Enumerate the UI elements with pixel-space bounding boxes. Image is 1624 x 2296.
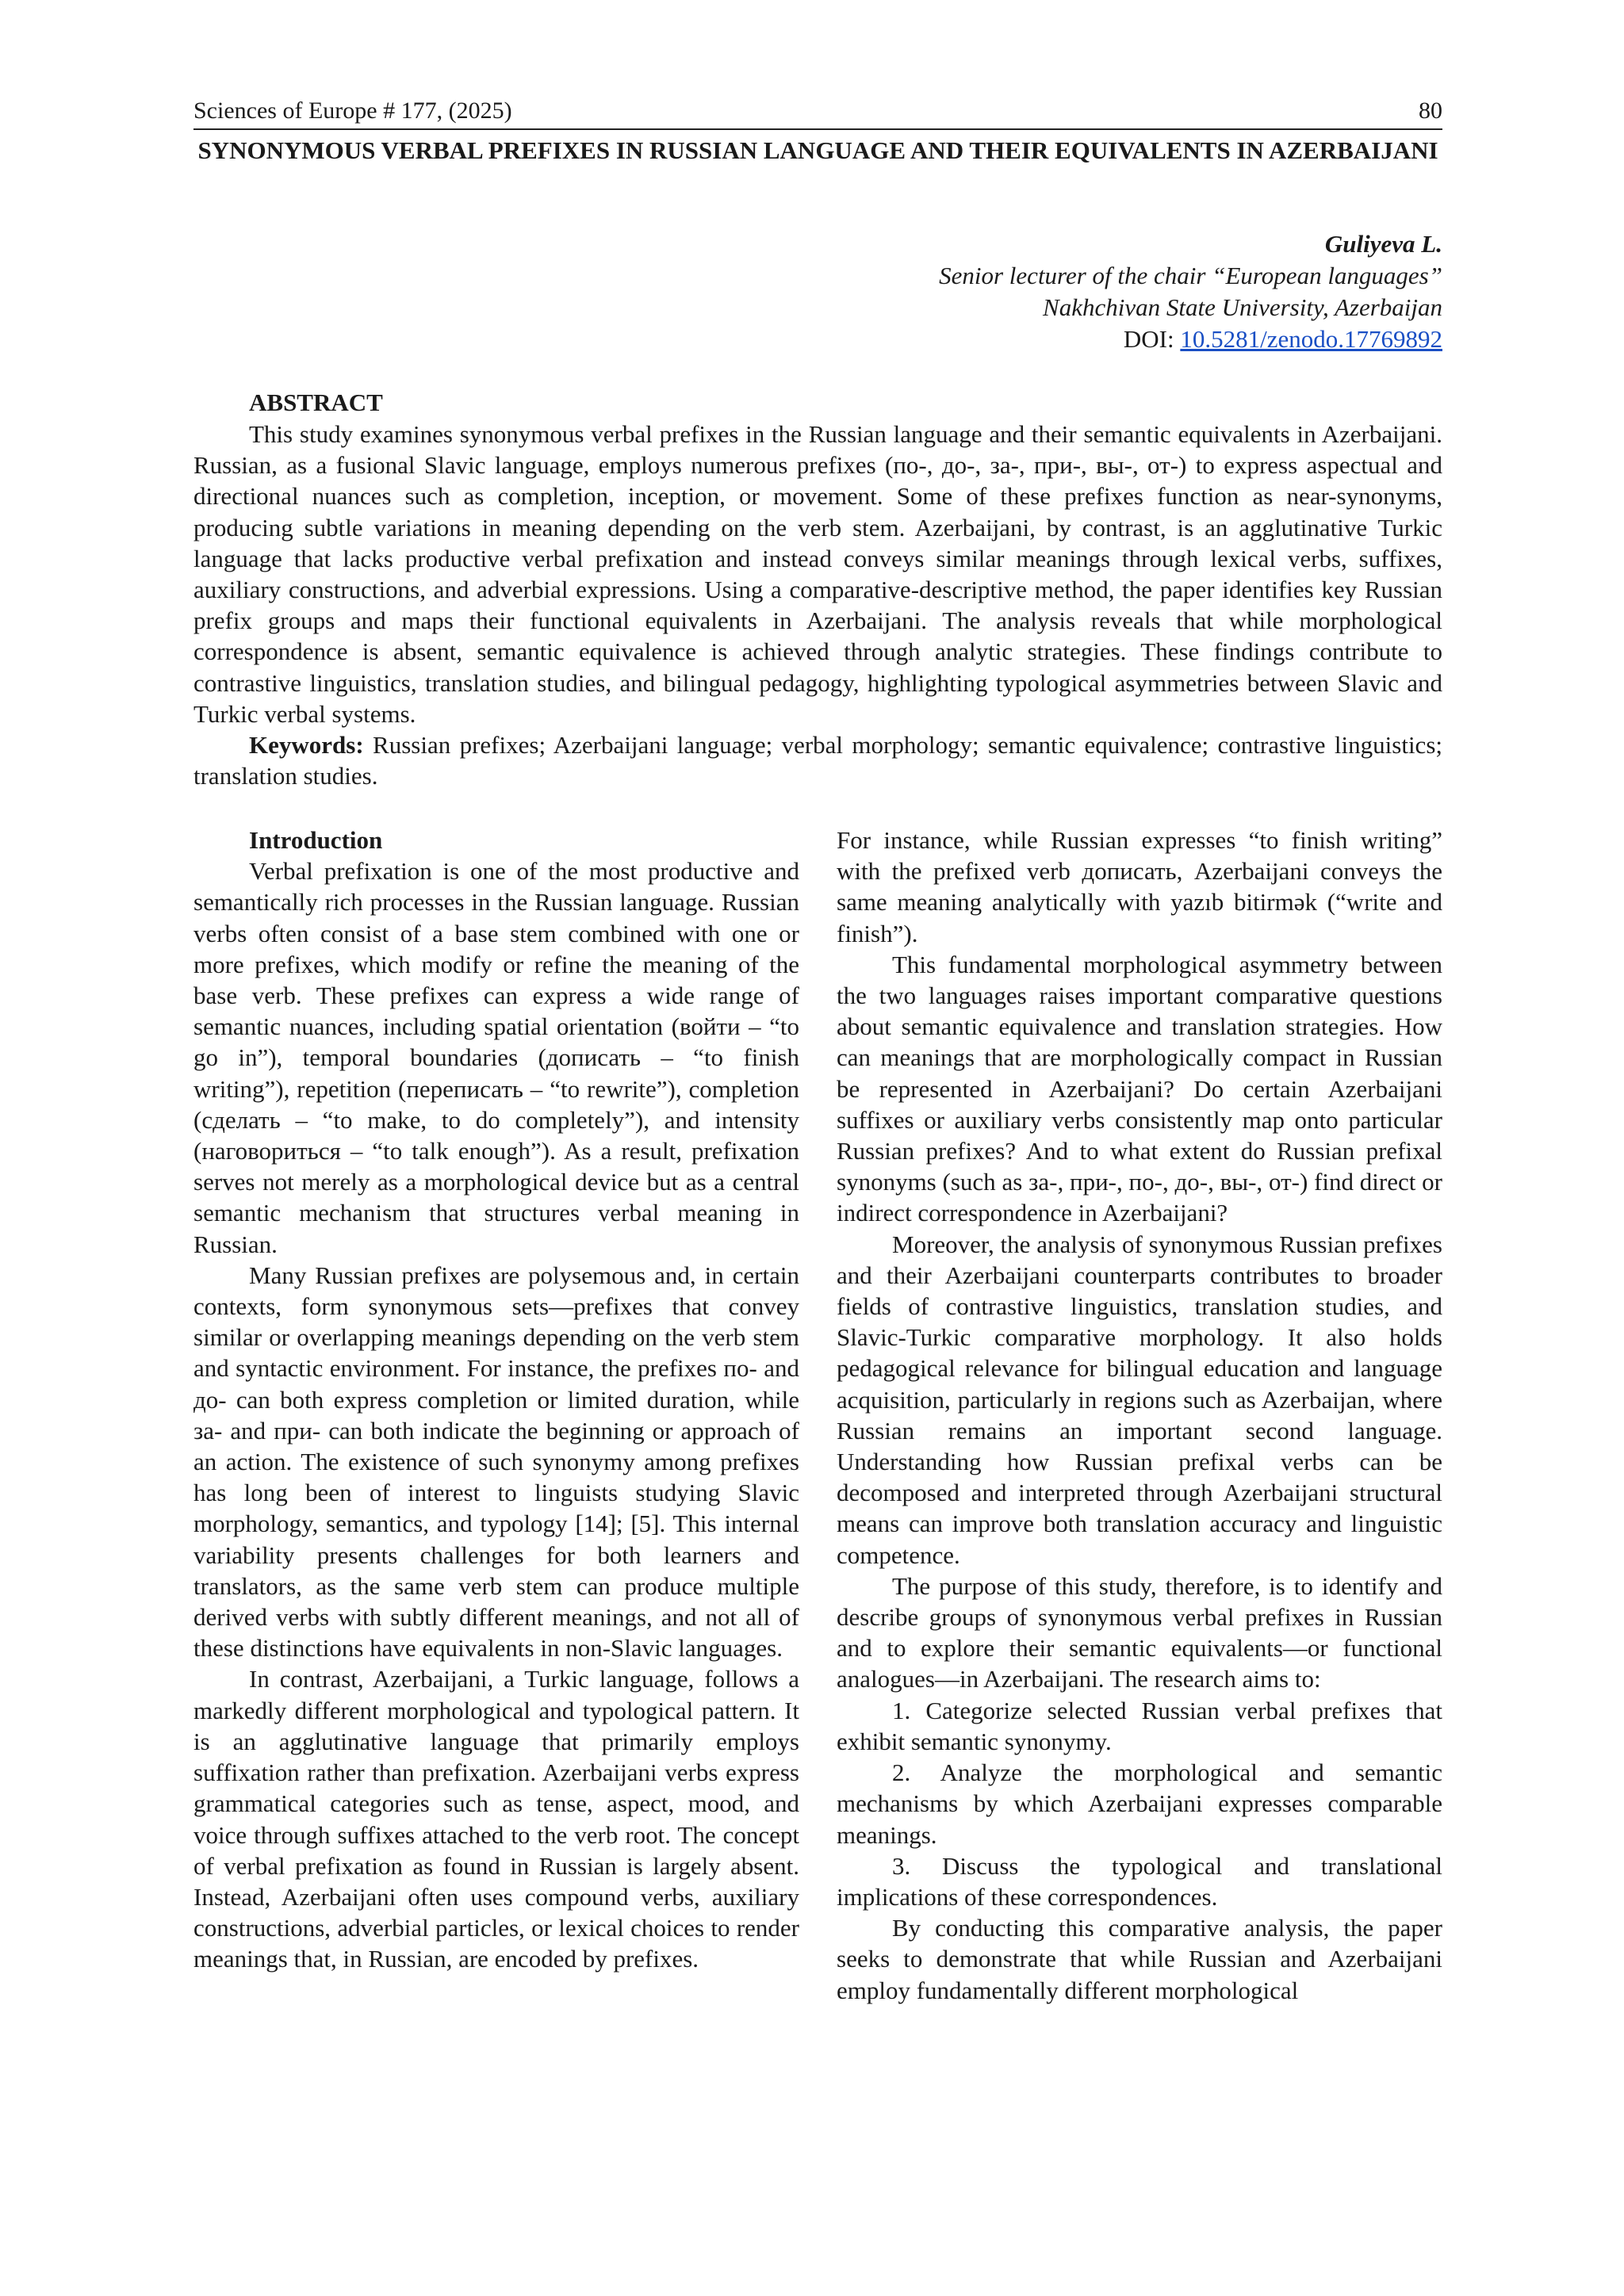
aim-list-item: 2. Analyze the morphological and semantic mechanisms by which Azerbaijani expresses comparable meanings.	[837, 1758, 1442, 1849]
body-columns	[193, 825, 1442, 2006]
author-name: Guliyeva L.	[1324, 230, 1442, 258]
body-paragraph: Moreover, the analysis of synonymous Russian prefixes and their Azerbaijani counterparts contributes to broader fields of contrastive linguistics, translation studies, and Slavic-Turkic comparative morphology. It also holds pedagogical relevance for bilingual education and language acquisition, particularly in regions such as Azerbaijan, where Russian remains an important second language. Understanding how Russian prefixal verbs can be decomposed and interpreted through Azerbaijani structural means can improve both translation accuracy and linguistic competence.	[837, 1230, 1442, 1569]
author-block	[491, 228, 1442, 355]
body-paragraph: This fundamental morphological asymmetry between the two languages raises important comparative questions about semantic equivalence and translation strategies. How can meanings that are morphologically compact in Russian be represented in Azerbaijani? Do certain Azerbaijani suffixes or auxiliary verbs consistently map onto particular Russian prefixes? And to what extent do Russian prefixal synonyms (such as за-, при-, по-, до-, вы-, от-) find direct or indirect correspondence in Azerbaijani?	[837, 950, 1442, 1227]
aim-list-item: 3. Discuss the typological and translational implications of these correspondences.	[837, 1851, 1442, 1911]
abstract-text: This study examines synonymous verbal prefixes in the Russian language and their semantic equivalents in Azerbaijani. Russian, as a fusional Slavic language, employs numerous prefixes (по-, до-, за-, при-, вы-, от-) to express aspectual and directional nuances such as completion, inception, or movement. Some of these prefixes function as near-synonyms, producing subtle variations in meaning depending on the verb stem. Azerbaijani, by contrast, is an agglutinative Turkic language that lacks productive verbal prefixation and instead conveys similar meanings through lexical verbs, suffixes, auxiliary constructions, and adverbial expressions. Using a comparative-descriptive method, the paper identifies key Russian prefix groups and maps their functional equivalents in Azerbaijani. The analysis reveals that while morphological correspondence is absent, semantic equivalence is achieved through analytic strategies. These findings contribute to contrastive linguistics, translation studies, and bilingual pedagogy, highlighting typological asymmetries between Slavic and Turkic verbal systems.	[193, 420, 1442, 728]
keywords-paragraph	[193, 729, 1442, 791]
body-paragraph: Verbal prefixation is one of the most productive and semantically rich processes in the Russian language. Russian verbs often consist of a base stem combined with one or more prefixes, which modify or refine the meaning of the base verb. These prefixes can express a wide range of semantic nuances, including spatial orientation (войти – “to go in”), temporal boundaries (дописать – “to finish writing”), repetition (переписать – “to rewrite”), completion (сделать – “to make, to do completely”), and intensity (наговориться – “to talk enough”). As a result, prefixation serves not merely as a morphological device but as a central semantic mechanism that structures verbal meaning in Russian.	[193, 857, 799, 1258]
body-paragraph: The purpose of this study, therefore, is to identify and describe groups of synonymous verbal prefixes in Russian and to explore their semantic equivalents—or functional analogues—in Azerbaijani. The research aims to:	[837, 1571, 1442, 1693]
doi-line	[491, 323, 1442, 355]
page-number: 80	[1419, 98, 1442, 124]
aim-list-item: 1. Categorize selected Russian verbal prefixes that exhibit semantic synonymy.	[837, 1696, 1442, 1755]
body-paragraph: Many Russian prefixes are polysemous and, in certain contexts, form synonymous sets—prefixes that convey similar or overlapping meanings depending on the verb stem and syntactic environment. For instance, the prefixes по- and до- can both express completion or limited duration, while за- and при- can both indicate the beginning or approach of an action. The existence of such synonymy among prefixes has long been of interest to linguists studying Slavic morphology, semantics, and typology [14]; [5]. This internal variability presents challenges for both learners and translators, as the same verb stem can produce multiple derived verbs with subtly different meanings, and not all of these distinctions have equivalents in non-Slavic languages.	[193, 1261, 799, 1663]
author-position: Senior lecturer of the chair “European languages”	[939, 262, 1442, 289]
author-affiliation: Nakhchivan State University, Azerbaijan	[1043, 293, 1442, 321]
running-head	[193, 95, 1442, 130]
keywords-text: Russian prefixes; Azerbaijani language; verbal morphology; semantic equivalence; contrastive linguistics; translation studies.	[193, 731, 1442, 790]
section-heading-introduction: Introduction	[249, 826, 383, 854]
journal-name: Sciences of Europe # 177, (2025)	[193, 98, 512, 124]
abstract-section	[193, 387, 1442, 791]
keywords-label: Keywords:	[249, 731, 364, 760]
paper-title: SYNONYMOUS VERBAL PREFIXES IN RUSSIAN LANGUAGE AND THEIR EQUIVALENTS IN AZERBAIJANI	[197, 136, 1438, 164]
body-paragraph: By conducting this comparative analysis, the paper seeks to demonstrate that while Russian and Azerbaijani employ fundamentally different morphological	[837, 1914, 1442, 2004]
doi-link[interactable]: 10.5281/zenodo.17769892	[1180, 325, 1442, 353]
doi-label: DOI:	[1123, 325, 1181, 353]
body-paragraph: For instance, while Russian expresses “to finish writing” with the prefixed verb дописать, Azerbaijani conveys the same meaning analytically with yazıb bitirmək (“write and finish”).	[837, 826, 1442, 947]
body-paragraph: In contrast, Azerbaijani, a Turkic language, follows a markedly different morphological and typological pattern. It is an agglutinative language that primarily employs suffixation rather than prefixation. Azerbaijani verbs express grammatical categories such as tense, aspect, mood, and voice through suffixes attached to the verb root. The concept of verbal prefixation as found in Russian is largely absent. Instead, Azerbaijani often uses compound verbs, auxiliary constructions, adverbial particles, or lexical choices to render meanings that, in Russian, are encoded by prefixes.	[193, 1665, 799, 1973]
abstract-heading: ABSTRACT	[249, 388, 383, 416]
right-column	[837, 825, 1442, 2006]
left-column	[193, 825, 799, 2006]
